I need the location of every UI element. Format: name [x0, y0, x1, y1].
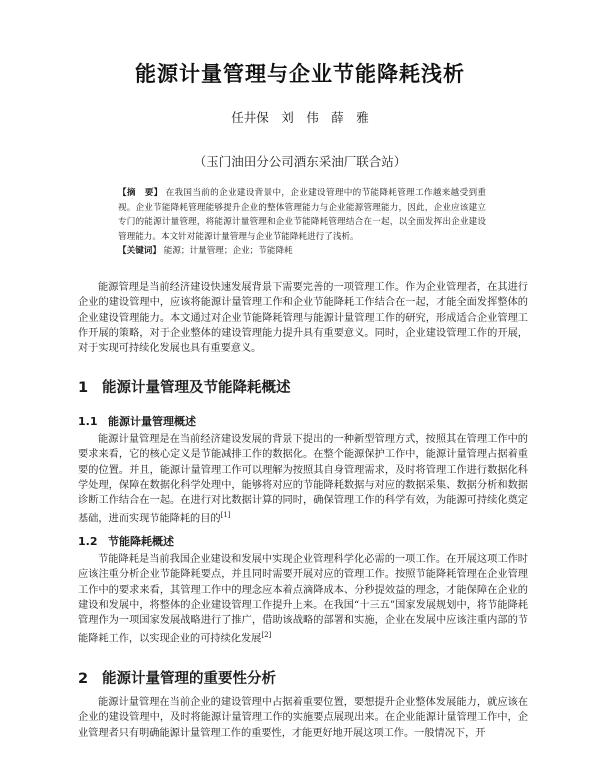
citation-2: [2] — [261, 631, 272, 640]
section-1-heading — [78, 376, 291, 397]
paper-title: 能源计量管理与企业节能降耗浅析 — [135, 62, 465, 86]
section-1-2-heading — [78, 533, 174, 549]
keywords — [118, 244, 486, 258]
section-1-2-number: 1.2 — [78, 535, 98, 548]
paper-affiliation: （玉门油田分公司酒东采油厂联合站） — [193, 154, 407, 169]
keywords-text: 能源；计量管理；企业；节能降耗 — [163, 246, 293, 256]
citation-1: [1] — [220, 511, 231, 520]
section-2-title: 能源计量管理的重要性分析 — [102, 671, 276, 687]
section-1-1-title: 能源计量管理概述 — [108, 415, 196, 428]
section-1-2-text: 节能降耗是当前我国企业建设和发展中实现企业管理科学化必需的一项工作。在开展这项工作时应该注重分析企业节能降耗要点，并且同时需要开展对应的管理工作。按照节能降耗管理在企业管理工作中的要求来看，其管理工作中的理念应本着点滴降成本、分秒提效益的理念，才能保障在企业的建设和发展中，将整体的企业建设管理工作提升上来。在我国“十三五”国家发展规划中，将节能降耗管理作为一项国家发展战略进行了推广，借助该战略的部署和实施，企业在发展中应该注重内部的节能降耗工作，以实现企业的可持续化发展 — [78, 554, 528, 645]
paper-authors: 任井保 刘 伟 薛 雅 — [231, 110, 369, 125]
section-2-heading — [78, 667, 276, 688]
abstract-label: 【摘 要】 — [118, 188, 163, 198]
section-1-2-title: 节能降耗概述 — [108, 535, 174, 548]
section-1-1-text: 能源计量管理是在当前经济建设发展的背景下提出的一种新型管理方式，按照其在管理工作中的要求来看，它的核心定义是节能减排工作的数据化。在整个能源保护工作中，能源计量管理占据着重要的位置。并且，能源计量管理工作可以理解为按照其自身管理需求，及时将管理工作进行数据化科学处理，保障在数据化科学处理中，能够将对应的节能降耗数据与对应的数据采集、数据分析和数据诊断工作结合在一起。在进行对比数据计算的同时，确保管理工作的科学有效，为能源可持续化奠定基础，进而实现节能降耗的目的 — [78, 434, 528, 525]
keywords-label: 【关键词】 — [118, 246, 161, 256]
section-2-paragraph: 能源计量管理在当前企业的建设管理中占据着重要位置，要想提升企业整体发展能力，就应该在企业的建设管理中，及时将能源计量管理工作的实施要点展现出来。在企业能源计量管理工作中，企业管理者只有明确能源计量管理工作的重要性，才能更好地开展这项工作。一般情况下，开 — [78, 697, 528, 739]
abstract-text: 在我国当前的企业建设背景中，企业建设管理中的节能降耗管理工作越来越受到重视。企业节能降耗管理能够提升企业的整体管理能力与企业能源管理能力，因此，企业应该建立专门的能源计量管理，将能源计量管理和企业节能降耗管理结合在一起，以全面发挥出企业建设管理能力。本文针对能源计量管理与企业节能降耗进行了浅析。 — [118, 188, 486, 242]
section-1-1-heading — [78, 413, 196, 429]
section-1-2-paragraph — [78, 552, 528, 647]
intro-paragraph: 能源管理是当前经济建设快速发展背景下需要完善的一项管理工作。作为企业管理者，在其进行企业的建设管理中，应该将能源计量管理工作和企业节能降耗工作结合在一起，才能全面发挥整体的企业建设管理能力。本文通过对企业节能降耗管理与能源计量管理工作的研究，形成适合企业管理工作开展的策略，对于企业整体的建设管理能力提升具有重要意义。同时，企业建设管理工作的开展，对于实现可持续化发展也具有重要意义。 — [78, 282, 528, 355]
section-1-number: 1 — [78, 380, 89, 396]
section-2-number: 2 — [78, 671, 89, 687]
section-1-1-paragraph — [78, 432, 528, 527]
section-1-1-number: 1.1 — [78, 415, 98, 428]
section-1-title: 能源计量管理及节能降耗概述 — [102, 380, 291, 396]
abstract — [118, 186, 486, 244]
